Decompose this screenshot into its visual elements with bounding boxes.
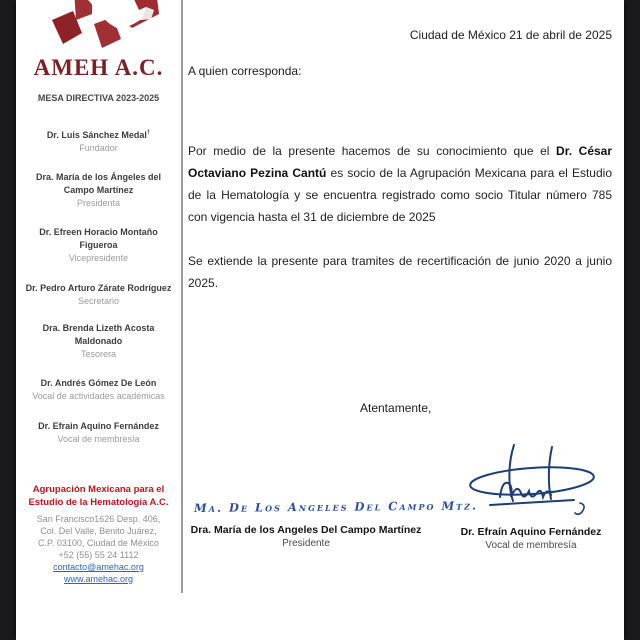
sidebar <box>16 0 181 640</box>
phone-number: +52 (55) 55 24 1112 <box>58 550 139 560</box>
board-title: MESA DIRECTIVA 2023-2025 <box>37 93 160 103</box>
member-role: Fundador <box>79 143 118 153</box>
board-member-secretario <box>23 282 174 308</box>
letter-content <box>188 0 612 640</box>
ink-signature-icon <box>456 437 606 523</box>
mexico-map-icon <box>52 0 172 58</box>
closing-line: Atentamente, <box>360 401 432 415</box>
member-role: Vicepresidente <box>68 253 129 263</box>
address-line: Col. Del Valle, Benito Juárez, <box>40 526 157 536</box>
signer-title: Presidente <box>282 538 330 549</box>
member-name: Dra. Brenda Lizeth Acosta Maldonado <box>42 323 155 346</box>
member-role: Vocal de actividades académicas <box>32 391 165 401</box>
member-highlight-name: Dr. César Octaviano Pezina Cantú <box>188 144 613 180</box>
letter-document <box>16 0 624 640</box>
signer-name: Dra. María de los Angeles Del Campo Martínez <box>190 524 422 536</box>
member-name: Dr. Luis Sánchez Medal† <box>46 130 151 140</box>
board-member-vicepresidente <box>23 226 174 265</box>
board-member-presidenta <box>23 171 174 210</box>
ameh-logo <box>52 0 172 58</box>
member-name: Dra. María de los Ángeles del Campo Martínez <box>35 172 162 195</box>
member-name: Dr. Pedro Arturo Zárate Rodríguez <box>25 283 172 293</box>
board-member-fundador <box>23 127 174 155</box>
brand-title: AMEH A.C. <box>33 55 164 80</box>
board-member-tesorera <box>23 322 174 361</box>
handwritten-signature: Ma. De Los Angeles Del Campo Mtz. <box>193 498 479 515</box>
sidebar-divider <box>181 0 183 593</box>
deceased-mark: † <box>146 130 151 136</box>
salutation: A quien corresponda: <box>188 64 302 78</box>
signature-block-presidente <box>186 498 479 551</box>
body-paragraph-2: Se extiende la presente para tramites de recertificación de junio 2020 a junio 2025. <box>188 254 612 290</box>
member-role: Tesorera <box>80 349 116 359</box>
member-name: Dr. Efreen Horacio Montaño Figueroa <box>39 227 158 250</box>
member-name: Dr. Efrain Aquino Fernández <box>38 421 159 431</box>
member-name: Dr. Andrés Gómez De León <box>40 378 157 388</box>
member-role: Secretario <box>77 296 120 306</box>
website-link[interactable]: www.amehac.org <box>63 574 134 584</box>
signer-name: Dr. Efraín Aquino Fernández <box>460 526 602 538</box>
date-line: Ciudad de México 21 de abril de 2025 <box>409 28 612 42</box>
body-paragraph-1: Por medio de la presente hacemos de su conocimiento que el Dr. César Octaviano Pezina Cantú es socio de la Agrupación Mexicana para el Estudio de la Hematología y se encuentra registrado como socio Titular número 785 con vigencia hasta el 31 de diciembre de 2025 <box>188 144 613 224</box>
sidebar-footer <box>21 483 176 585</box>
board-member-vocal-membresia <box>23 420 174 446</box>
address-line: C.P. 03100, Ciudad de México <box>38 538 159 548</box>
email-link[interactable]: contacto@amehac.org <box>53 562 144 572</box>
board-member-vocal-academico <box>23 377 174 403</box>
signature-block-vocal <box>450 437 612 553</box>
member-role: Presidenta <box>76 198 121 208</box>
member-role: Vocal de membresía <box>57 434 140 444</box>
signer-title: Vocal de membresía <box>485 540 577 551</box>
org-full-name: Agrupación Mexicana para el Estudio de la Hematología A.C. <box>28 484 169 508</box>
address-line: San Francisco1626 Desp. 406, <box>36 514 161 524</box>
